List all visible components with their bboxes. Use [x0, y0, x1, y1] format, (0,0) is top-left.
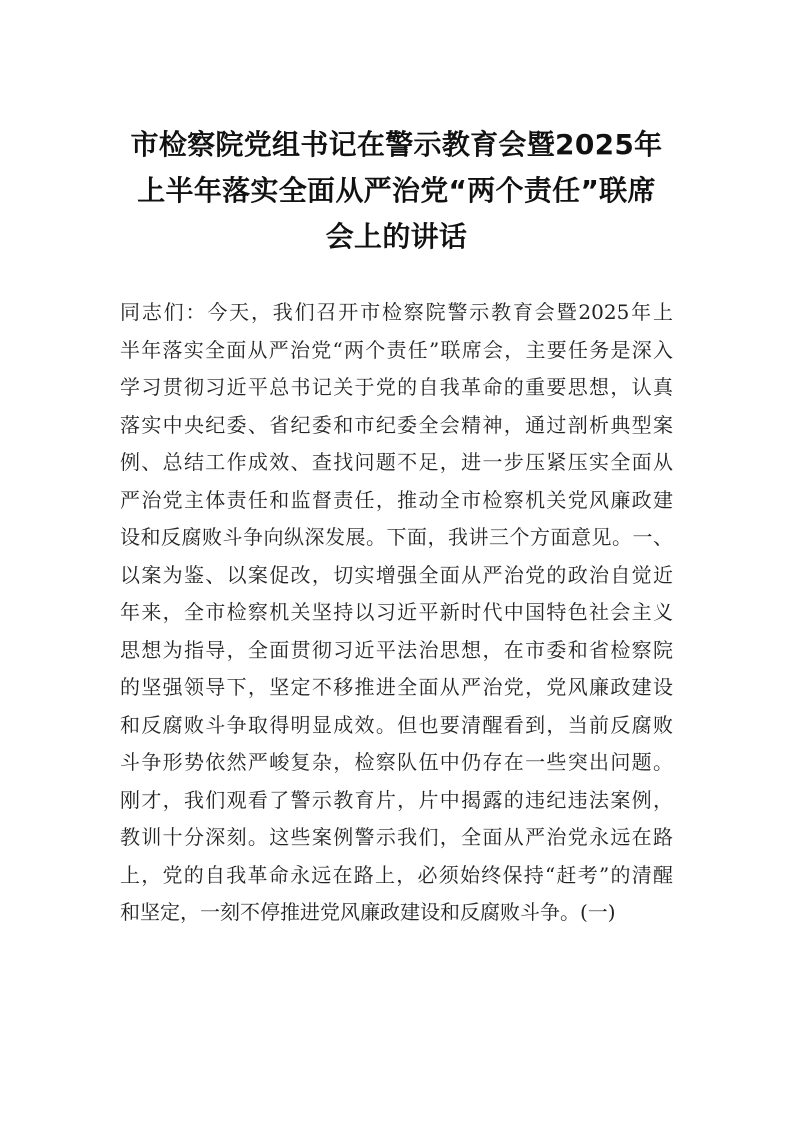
body-line: 上，党的自我革命永远在路上，必须始终保持“赶考”的清醒	[120, 862, 673, 887]
title-line-1: 市检察院党组书记在警示教育会暨2025年	[130, 128, 663, 161]
body-line: 的坚强领导下，坚定不移推进全面从严治党，党风廉政建设	[120, 675, 673, 699]
body-line: 半年落实全面从严治党“两个责任”联席会，主要任务是深入	[120, 337, 673, 362]
body-line: 设和反腐败斗争向纵深发展。下面，我讲三个方面意见。一、	[120, 525, 673, 549]
body-line: 和坚定，一刻不停推进党风廉政建设和反腐败斗争。(一)	[120, 900, 616, 924]
body-line: 和反腐败斗争取得明显成效。但也要清醒看到，当前反腐败	[120, 712, 673, 737]
document-body	[120, 294, 673, 932]
title-line-3: 会上的讲话	[325, 220, 468, 253]
body-line: 思想为指导，全面贯彻习近平法治思想，在市委和省检察院	[120, 637, 673, 662]
body-line: 落实中央纪委、省纪委和市纪委全会精神，通过剖析典型案	[120, 412, 673, 437]
body-line: 以案为鉴、以案促改，切实增强全面从严治党的政治自觉近	[120, 562, 673, 587]
body-line: 年来，全市检察机关坚持以习近平新时代中国特色社会主义	[120, 600, 673, 624]
document-title	[110, 122, 683, 260]
body-line: 严治党主体责任和监督责任，推动全市检察机关党风廉政建	[120, 487, 673, 512]
body-line: 同志们：今天，我们召开市检察院警示教育会暨2025年上	[120, 300, 673, 324]
body-line: 刚才，我们观看了警示教育片，片中揭露的违纪违法案例，	[120, 787, 673, 812]
body-line: 教训十分深刻。这些案例警示我们，全面从严治党永远在路	[120, 825, 673, 849]
body-line: 斗争形势依然严峻复杂，检察队伍中仍存在一些突出问题。	[120, 750, 673, 774]
body-line: 例、总结工作成效、查找问题不足，进一步压紧压实全面从	[120, 450, 673, 474]
title-line-2: 上半年落实全面从严治党“两个责任”联席	[137, 174, 656, 207]
body-line: 学习贯彻习近平总书记关于党的自我革命的重要思想，认真	[120, 375, 673, 399]
